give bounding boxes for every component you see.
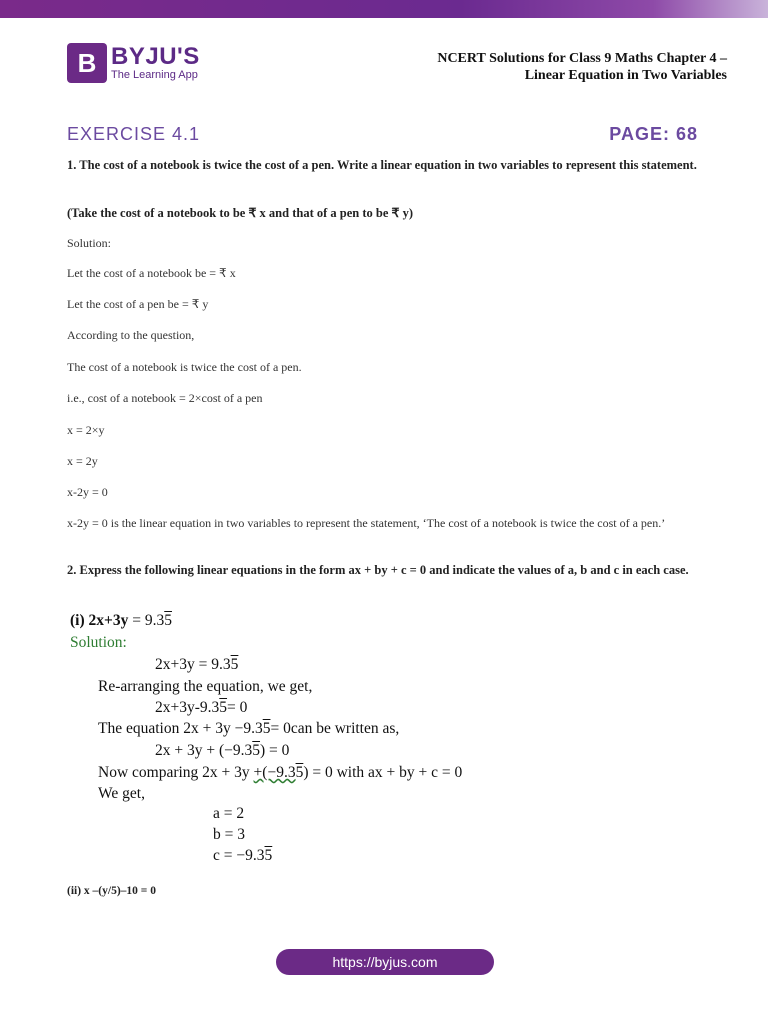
equation-line: 2x+3y = 9.35 [155,656,239,673]
page-number: PAGE: 68 [609,124,698,144]
rearrange-text: Re-arranging the equation, we get, [98,678,313,695]
solution-line: Solution: [67,236,112,250]
solution-line: x-2y = 0 [67,485,108,499]
solution-line: Let the cost of a notebook be = ₹ x [67,266,236,280]
part-i-label: (i) 2x+3y = 9.35 [70,612,172,629]
top-banner [0,0,768,18]
equation-line: 2x + 3y + (−9.35) = 0 [155,742,290,759]
solution-line: x = 2y [67,454,98,468]
equation-line: 2x+3y-9.35= 0 [155,699,248,716]
solution-line: The cost of a notebook is twice the cost of a pen. [67,360,302,374]
exercise-heading: EXERCISE 4.1 [67,124,201,144]
brand-name: BYJU'S [111,42,200,70]
value-c: c = −9.35 [213,847,273,864]
solution-line: Let the cost of a pen be = ₹ y [67,297,209,311]
brand-tagline: The Learning App [111,68,198,81]
question-2: 2. Express the following linear equations in the form ax + by + c = 0 and indicate the values of a, b and c in each case. [67,563,689,577]
value-b: b = 3 [213,826,245,843]
part-ii-label: (ii) x –(y/5)–10 = 0 [67,885,156,897]
solution-line: x = 2×y [67,423,105,437]
solution-line: i.e., cost of a notebook = 2×cost of a pen [67,391,263,405]
solution-line: According to the question, [67,328,195,342]
question-1: 1. The cost of a notebook is twice the cost of a pen. Write a linear equation in two variables to represent this statement. [67,158,697,172]
footer-url-link[interactable]: https://byjus.com [276,949,494,975]
written-as-text: The equation 2x + 3y −9.35= 0can be written as, [98,720,400,737]
question-1-note: (Take the cost of a notebook to be ₹ x and that of a pen to be ₹ y) [67,206,414,220]
byjus-logo [67,43,200,83]
logo-icon: B [67,43,107,83]
we-get-text: We get, [98,785,145,802]
part-i-solution-label: Solution: [70,634,127,651]
solution-conclusion: x-2y = 0 is the linear equation in two variables to represent the statement, ‘The cost of a notebook is twice the cost of a pen.’ [67,516,666,530]
value-a: a = 2 [213,805,245,822]
document-title: NCERT Solutions for Class 9 Maths Chapter 4 – Linear Equation in Two Variables [437,51,727,83]
comparison-text: Now comparing 2x + 3y +(−9.35) = 0 with ax + by + c = 0 [98,764,463,781]
